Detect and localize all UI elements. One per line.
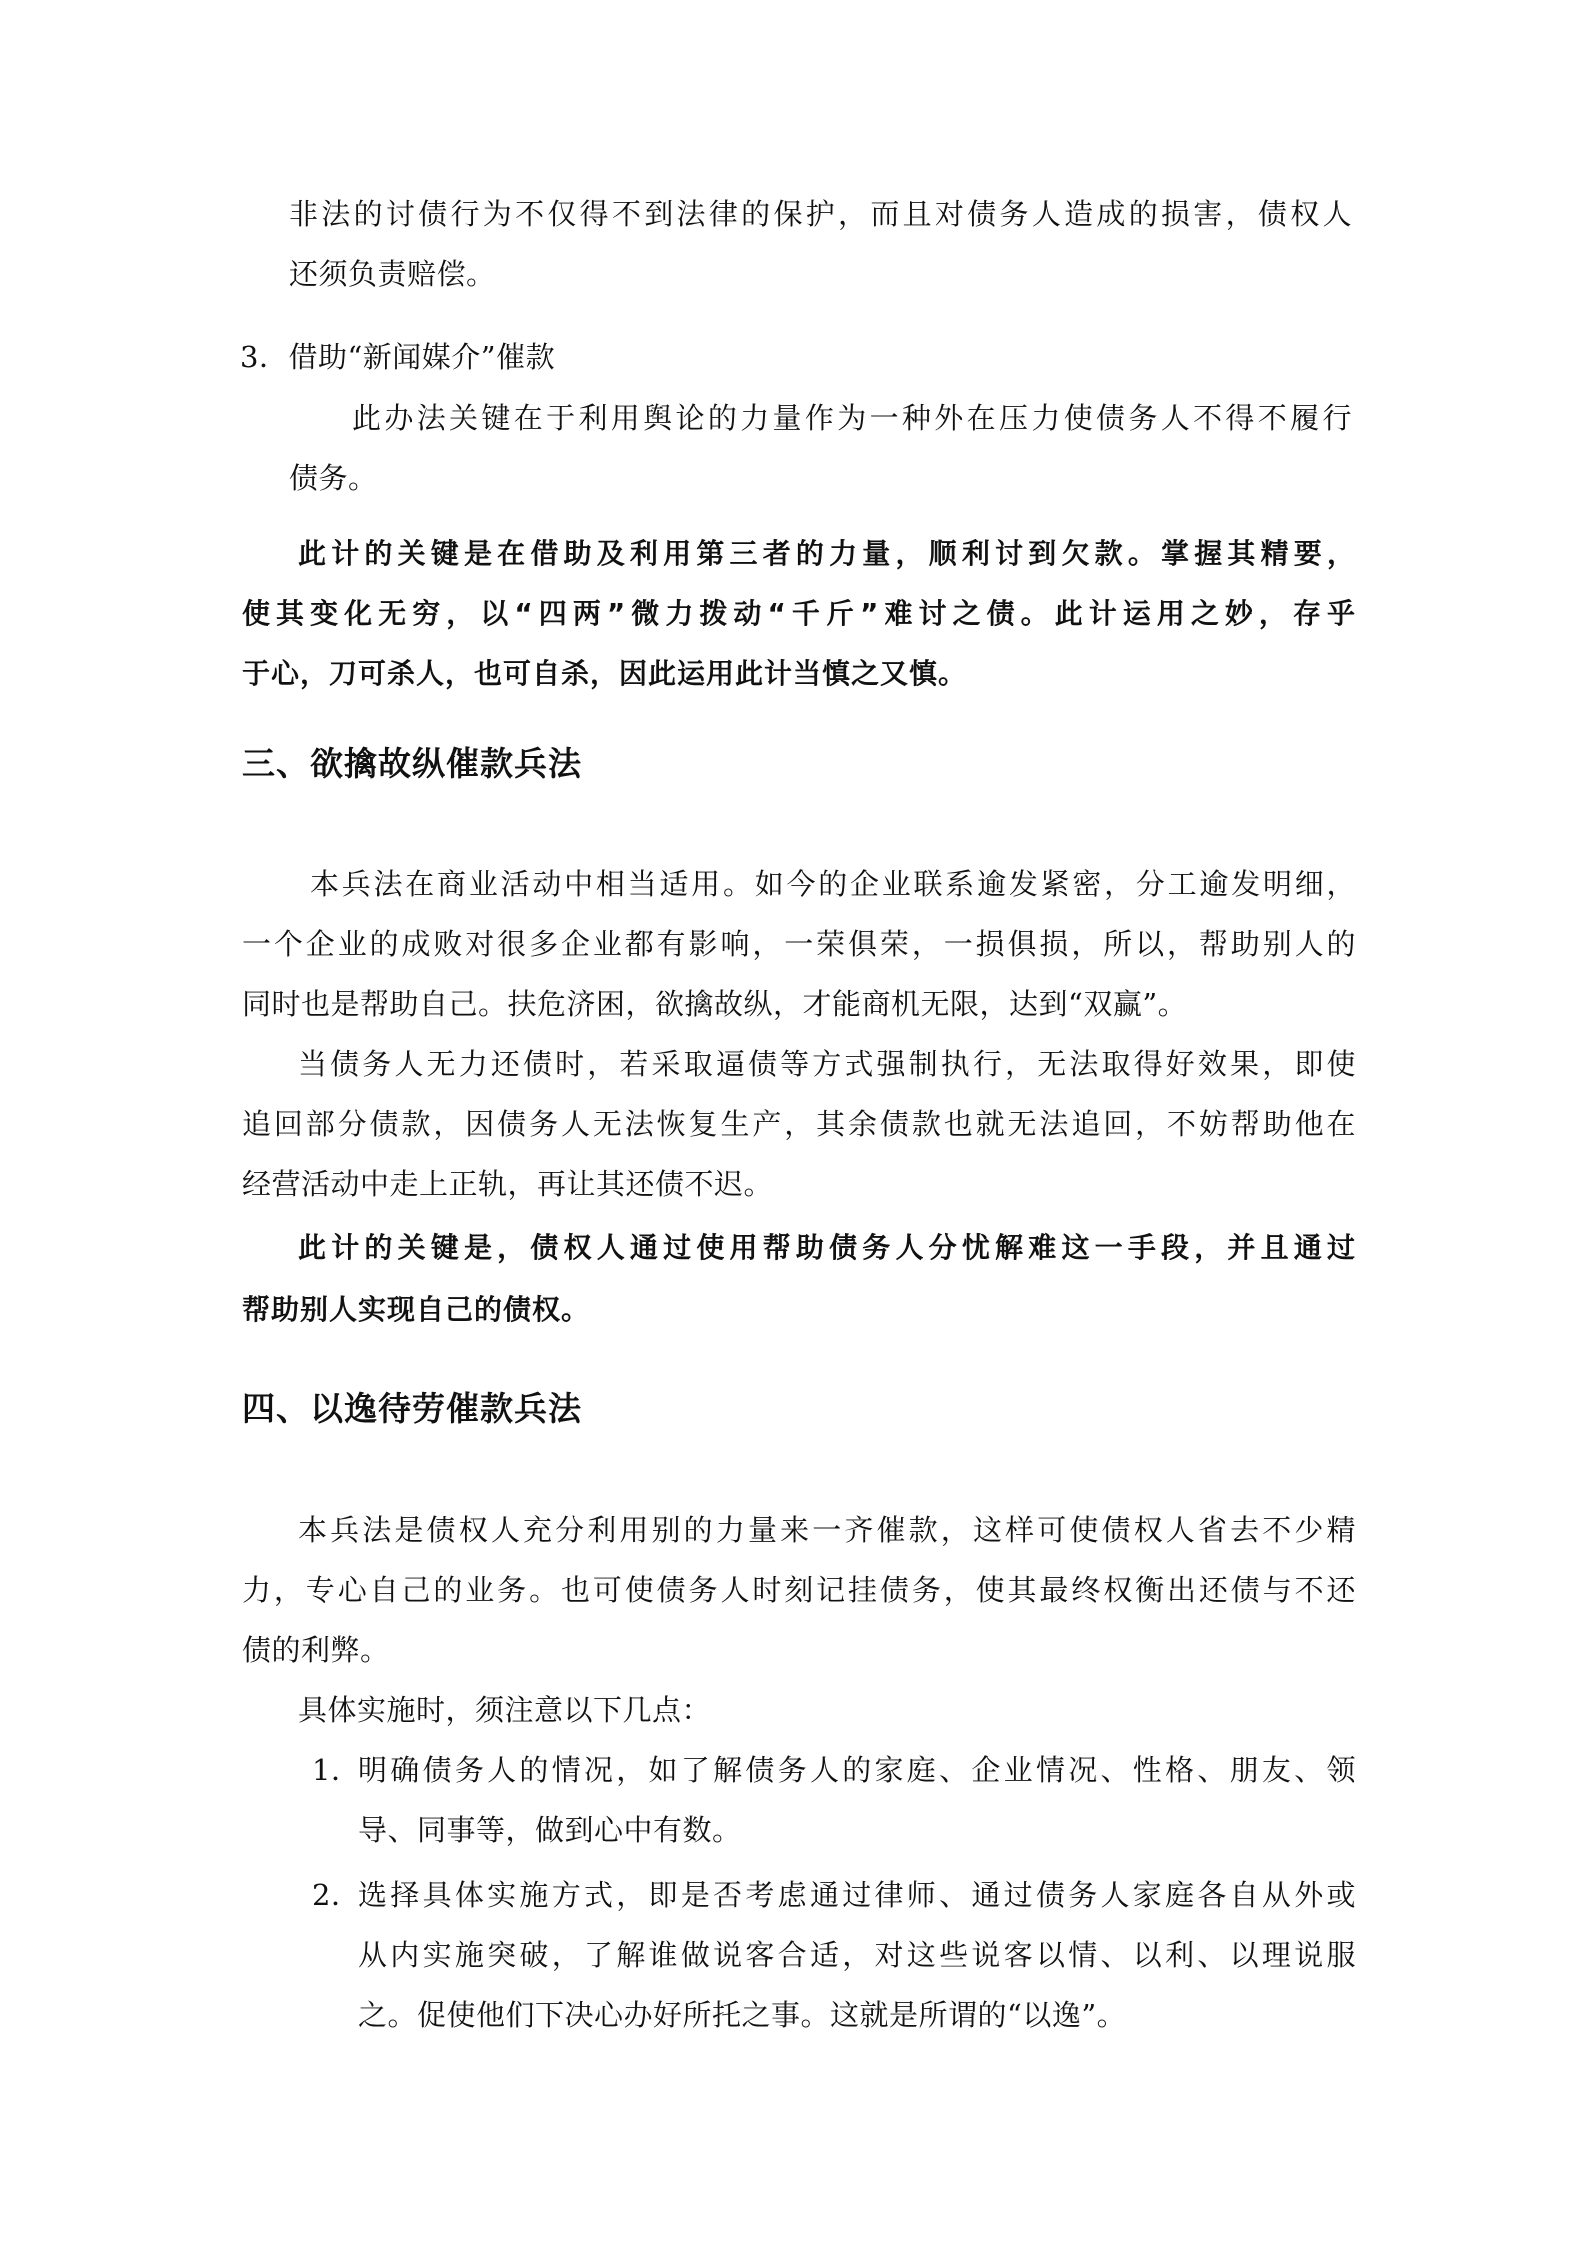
list-item-line: 从内实施突破，了解谁做说客合适，对这些说客以情、以利、以理说服 bbox=[358, 1938, 1356, 1972]
list-item-line: 选择具体实施方式，即是否考虑通过律师、通过债务人家庭各自从外或 bbox=[358, 1878, 1356, 1912]
paragraph-line: 非法的讨债行为不仅得不到法律的保护，而且对债务人造成的损害，债权人 bbox=[289, 197, 1352, 231]
section-heading-4: 四、以逸待劳催款兵法 bbox=[242, 1389, 582, 1428]
bold-summary-line: 此计的关键是，债权人通过使用帮助债务人分忧解难这一手段，并且通过 bbox=[298, 1231, 1356, 1264]
paragraph-line: 力，专心自己的业务。也可使债务人时刻记挂债务，使其最终权衡出还债与不还 bbox=[242, 1573, 1356, 1607]
list-number-1: 1． bbox=[312, 1753, 361, 1787]
paragraph-line: 经营活动中走上正轨，再让其还债不迟。 bbox=[242, 1167, 774, 1201]
paragraph-line: 具体实施时，须注意以下几点： bbox=[298, 1693, 712, 1727]
list-number-2: 2． bbox=[312, 1878, 361, 1912]
paragraph-line: 一个企业的成败对很多企业都有影响，一荣俱荣，一损俱损，所以，帮助别人的 bbox=[242, 927, 1356, 961]
list-item-3-title: 3．借助“新闻媒介”催款 bbox=[240, 340, 556, 374]
list-item-line: 明确债务人的情况，如了解债务人的家庭、企业情况、性格、朋友、领 bbox=[358, 1753, 1356, 1787]
paragraph-line: 同时也是帮助自己。扶危济困，欲擒故纵，才能商机无限，达到“双赢”。 bbox=[242, 987, 1188, 1021]
bold-summary-line: 此计的关键是在借助及利用第三者的力量，顺利讨到欠款。掌握其精要， bbox=[298, 537, 1356, 570]
bold-summary-line: 帮助别人实现自己的债权。 bbox=[242, 1293, 591, 1326]
list-item-line: 导、同事等，做到心中有数。 bbox=[358, 1813, 742, 1847]
paragraph-line: 债务。 bbox=[289, 461, 378, 495]
paragraph-line: 当债务人无力还债时，若采取逼债等方式强制执行，无法取得好效果，即使 bbox=[298, 1047, 1356, 1081]
list-item-line: 之。促使他们下决心办好所托之事。这就是所谓的“以逸”。 bbox=[358, 1998, 1127, 2032]
paragraph-line: 还须负责赔偿。 bbox=[289, 257, 496, 291]
paragraph-line: 追回部分债款，因债务人无法恢复生产，其余债款也就无法追回，不妨帮助他在 bbox=[242, 1107, 1356, 1141]
section-heading-3: 三、欲擒故纵催款兵法 bbox=[242, 744, 582, 783]
paragraph-line: 本兵法是债权人充分利用别的力量来一齐催款，这样可使债权人省去不少精 bbox=[298, 1513, 1356, 1547]
paragraph-line: 此办法关键在于利用舆论的力量作为一种外在压力使债务人不得不履行 bbox=[352, 401, 1352, 435]
bold-summary-line: 使其变化无穷，以“四两”微力拨动“千斤”难讨之债。此计运用之妙，存乎 bbox=[242, 597, 1356, 630]
paragraph-line: 债的利弊。 bbox=[242, 1633, 390, 1667]
bold-summary-line: 于心，刀可杀人，也可自杀，因此运用此计当慎之又慎。 bbox=[242, 657, 968, 690]
paragraph-line: 本兵法在商业活动中相当适用。如今的企业联系逾发紧密，分工逾发明细， bbox=[310, 867, 1356, 901]
